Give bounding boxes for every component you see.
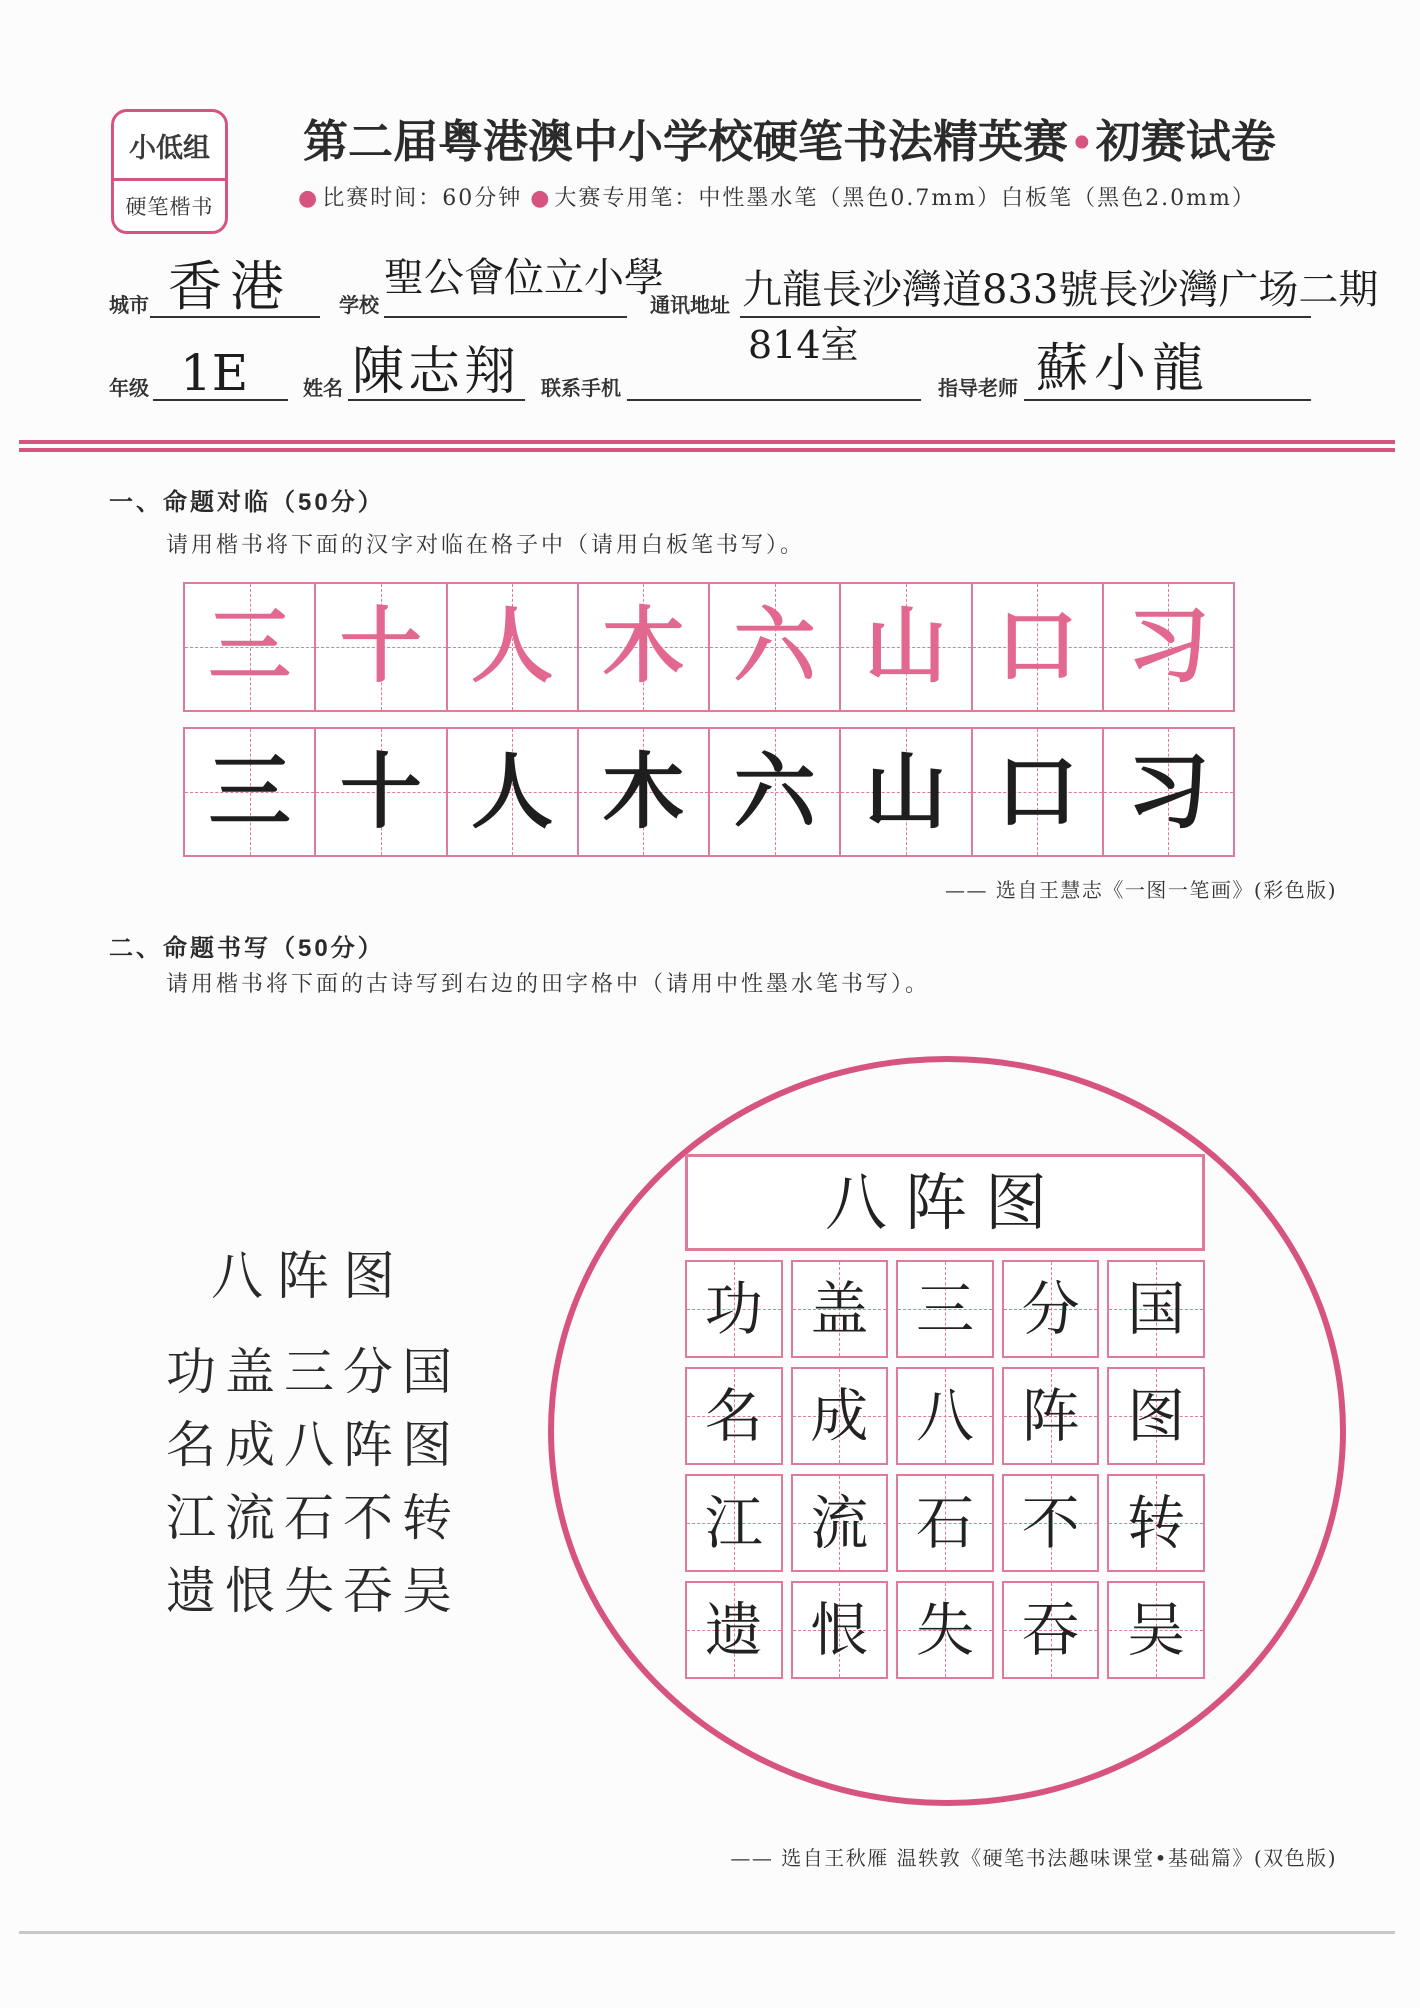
exam-title	[303, 112, 1276, 172]
grid-cell	[896, 1260, 994, 1358]
written-char: 名	[704, 1382, 763, 1450]
written-char: 六	[733, 744, 816, 840]
written-char: 转	[1127, 1489, 1186, 1557]
grid-cell	[1002, 1367, 1100, 1465]
grade-value: 1E	[180, 344, 249, 402]
written-char: 分	[1021, 1275, 1080, 1343]
written-char: 不	[1021, 1489, 1080, 1557]
poem-answer-grid	[685, 1260, 1205, 1679]
model-char: 六	[733, 601, 816, 692]
model-char: 习	[1127, 601, 1210, 692]
grid-cell	[579, 729, 710, 855]
written-char: 三	[915, 1275, 974, 1343]
grid-cell	[448, 729, 579, 855]
grid-cell	[710, 584, 841, 710]
poem-text	[166, 1336, 461, 1628]
grid-cell	[791, 1474, 889, 1572]
grid-cell	[710, 729, 841, 855]
divider-line	[19, 440, 1395, 444]
written-char: 习	[1127, 744, 1210, 840]
info-duration: 比赛时间：60分钟	[322, 186, 523, 211]
grid-cell	[1107, 1260, 1205, 1358]
written-char: 三	[208, 744, 291, 840]
written-char: 口	[996, 744, 1079, 840]
grid-cell	[316, 584, 447, 710]
bullet-icon: ●	[530, 186, 552, 211]
city-value: 香港	[168, 255, 292, 318]
grid-cell	[841, 584, 972, 710]
exam-info	[298, 184, 1256, 214]
address-value-line2: 814室	[748, 323, 859, 367]
title-main: 第二届粤港澳中小学校硬笔书法精英赛	[303, 116, 1069, 167]
grid-cell	[185, 584, 316, 710]
written-char: 失	[915, 1596, 974, 1664]
grade-label: 年级	[109, 378, 149, 400]
grid-cell	[791, 1367, 889, 1465]
grid-cell	[185, 729, 316, 855]
model-char-row	[183, 582, 1235, 712]
teacher-value: 蘇小龍	[1036, 339, 1211, 399]
grid-cell	[685, 1474, 783, 1572]
grid-cell	[1002, 1260, 1100, 1358]
badge-category: 硬笔楷书	[125, 195, 214, 219]
grid-cell	[973, 729, 1104, 855]
grid-cell	[791, 1581, 889, 1679]
model-char: 十	[339, 601, 422, 692]
written-char: 江	[704, 1489, 763, 1557]
address-value: 九龍長沙灣道833號長沙灣广场二期	[742, 267, 1379, 313]
written-char: 盖	[810, 1275, 869, 1343]
grid-cell	[685, 1581, 783, 1679]
written-char: 木	[602, 744, 685, 840]
poem-line: 名成八阵图	[166, 1416, 461, 1474]
info-pens: 大赛专用笔：中性墨水笔（黑色0.7mm）白板笔（黑色2.0mm）	[554, 186, 1256, 211]
written-title: 八阵图	[824, 1165, 1065, 1239]
grid-cell	[1002, 1581, 1100, 1679]
grid-cell	[1107, 1474, 1205, 1572]
section2-source: —— 选自王秋雁 温轶敦《硬笔书法趣味课堂•基础篇》(双色版)	[730, 1846, 1337, 1870]
poem-line: 江流石不转	[166, 1489, 461, 1547]
school-label: 学校	[339, 295, 379, 317]
title-suffix: 初赛试卷	[1095, 116, 1276, 167]
written-char-row	[183, 727, 1235, 857]
grid-cell	[1002, 1474, 1100, 1572]
section2-heading: 二、命题书写（50分）	[109, 935, 385, 962]
footer-rule	[19, 1931, 1395, 1934]
written-char: 十	[339, 744, 422, 840]
grid-cell	[896, 1581, 994, 1679]
written-char: 吞	[1021, 1596, 1080, 1664]
grid-cell	[1107, 1367, 1205, 1465]
poem-title: 八阵图	[211, 1247, 410, 1307]
grid-cell	[685, 1260, 783, 1358]
poem-line: 功盖三分国	[166, 1343, 461, 1401]
section1-instruction: 请用楷书将下面的汉字对临在格子中（请用白板笔书写）。	[166, 533, 806, 558]
badge-group: 小低组	[114, 112, 225, 181]
written-char: 恨	[810, 1596, 869, 1664]
section1-source: —— 选自王慧志《一图一笔画》(彩色版)	[945, 878, 1337, 902]
written-char: 流	[810, 1489, 869, 1557]
written-char: 功	[704, 1275, 763, 1343]
address-label: 通讯地址	[650, 295, 730, 317]
name-label: 姓名	[303, 378, 343, 400]
written-char: 成	[810, 1382, 869, 1450]
grid-cell	[1104, 729, 1233, 855]
model-char: 木	[602, 601, 685, 692]
grid-cell	[1107, 1581, 1205, 1679]
model-char: 人	[471, 601, 554, 692]
written-char: 图	[1127, 1382, 1186, 1450]
written-char: 八	[915, 1382, 974, 1450]
written-char: 吴	[1127, 1596, 1186, 1664]
title-dot-icon: •	[1074, 116, 1090, 167]
school-underline	[384, 316, 627, 318]
written-char: 石	[915, 1489, 974, 1557]
teacher-label: 指导老师	[938, 378, 1018, 400]
phone-label: 联系手机	[541, 378, 621, 400]
bullet-icon: ●	[298, 186, 320, 211]
grid-cell	[841, 729, 972, 855]
written-char: 山	[864, 744, 947, 840]
model-char: 山	[864, 601, 947, 692]
phone-underline	[627, 399, 921, 401]
grid-cell	[579, 584, 710, 710]
grid-cell	[1104, 584, 1233, 710]
name-value: 陳志翔	[352, 342, 521, 402]
grid-cell	[685, 1367, 783, 1465]
section2-instruction: 请用楷书将下面的古诗写到右边的田字格中（请用中性墨水笔书写）。	[166, 972, 931, 997]
divider-line	[19, 448, 1395, 452]
section1-heading: 一、命题对临（50分）	[109, 489, 385, 516]
grid-cell	[973, 584, 1104, 710]
city-label: 城市	[109, 295, 149, 317]
group-badge	[111, 109, 228, 234]
teacher-underline	[1024, 399, 1311, 401]
model-char: 三	[208, 601, 291, 692]
grid-cell	[791, 1260, 889, 1358]
written-char: 国	[1127, 1275, 1186, 1343]
model-char: 口	[996, 601, 1079, 692]
school-value: 聖公會位立小學	[384, 255, 664, 301]
grid-cell	[316, 729, 447, 855]
grid-cell	[896, 1474, 994, 1572]
grid-cell	[896, 1367, 994, 1465]
written-char: 遗	[704, 1596, 763, 1664]
address-underline	[740, 316, 1311, 318]
poem-line: 遗恨失吞吴	[166, 1562, 461, 1620]
written-title-box	[685, 1154, 1205, 1251]
written-char: 阵	[1021, 1382, 1080, 1450]
written-char: 人	[471, 744, 554, 840]
grid-cell	[448, 584, 579, 710]
